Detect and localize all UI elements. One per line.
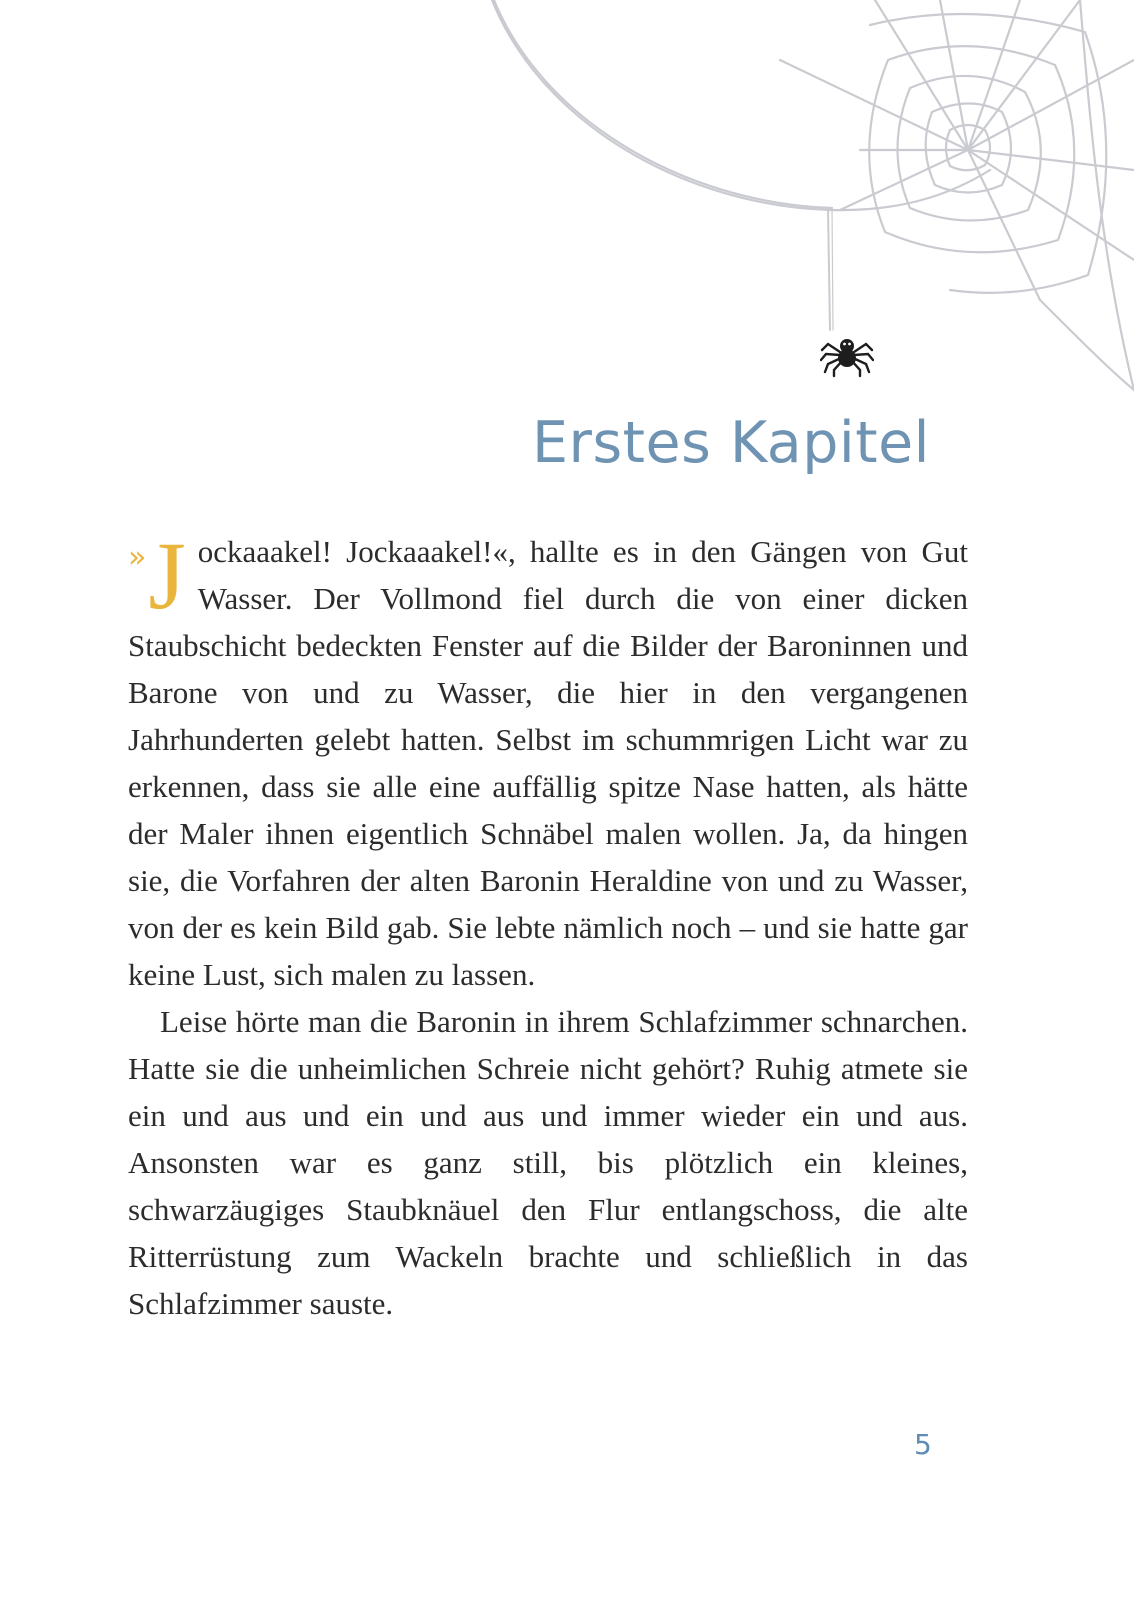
paragraph-1	[128, 522, 968, 998]
paragraph-1-text: ockaaakel! Jockaaakel!«, hallte es in den Gängen von Gut Wasser. Der Vollmond fiel durch die von einer dicken Staubschicht bedeckten Fenster auf die Bilder der Baroninnen und Barone von und zu Wasser, die hier in den vergangenen Jahrhunderten gelebt hatten. Selbst im schummrigen Licht war zu erkennen, dass sie alle eine auffällig spitze Nase hatten, als hätte der Maler ihnen eigentlich Schnäbel malen wollen. Ja, da hingen sie, die Vorfahren der alten Baronin Heraldine von und zu Wasser, von der es kein Bild gab. Sie lebte nämlich noch – und sie hatte gar keine Lust, sich malen zu lassen.	[128, 534, 968, 992]
chapter-text	[128, 522, 968, 1327]
paragraph-2: Leise hörte man die Baronin in ihrem Schlafzimmer schnarchen. Hatte sie die unheimlichen Schreie nicht gehört? Ruhig atmete sie ein und aus und ein und aus und immer wieder ein und aus. Ansonsten war es ganz still, bis plötzlich ein kleines, schwarzäugiges Staubknäuel den Flur entlangschoss, die alte Ritterrüstung zum Wackeln brachte und schließlich in das Schlafzimmer sauste.	[128, 1004, 968, 1321]
page-number: 5	[914, 1428, 932, 1461]
chapter-title: Erstes Kapitel	[532, 410, 930, 476]
opening-quote: »	[128, 540, 147, 575]
drop-cap: J	[148, 522, 186, 629]
drop-cap-group	[128, 522, 186, 629]
spider-web-icon	[480, 0, 1134, 400]
spider-icon	[820, 330, 874, 378]
